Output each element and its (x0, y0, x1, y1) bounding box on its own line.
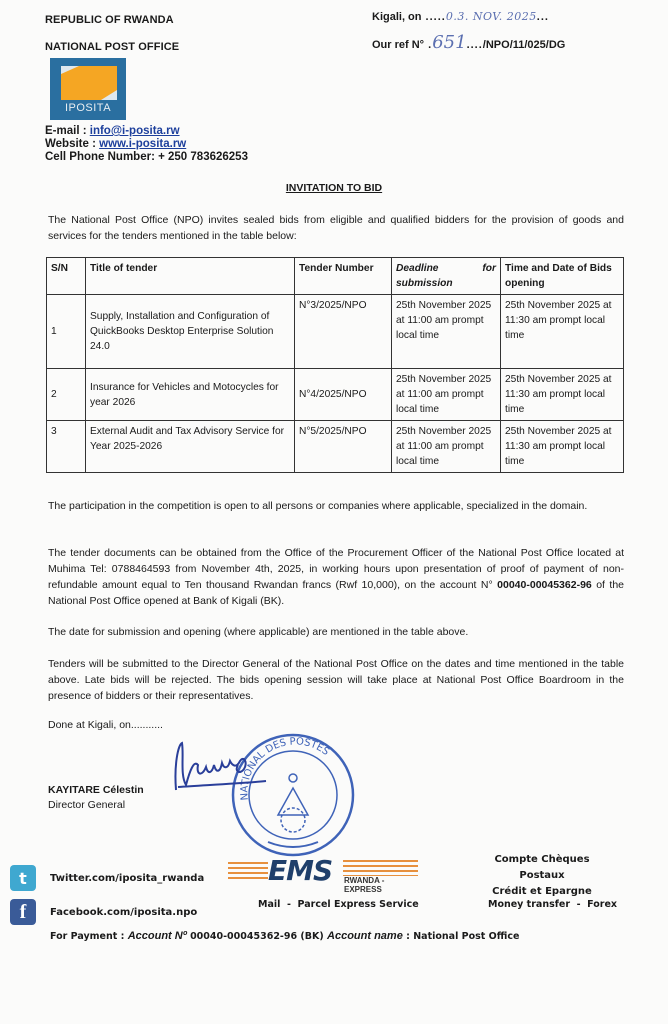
tenders-table (46, 257, 624, 473)
twitter-link[interactable]: Twitter.com/iposita_rwanda (50, 872, 205, 884)
cell-number: N°3/2025/NPO (295, 295, 392, 369)
ref-suffix: /NPO/11/025/DG (482, 39, 566, 51)
facebook-link[interactable]: Facebook.com/iposita.npo (50, 906, 198, 918)
document-title: INVITATION TO BID (285, 182, 383, 194)
cell-title: Insurance for Vehicles and Motocycles for year 2026 (86, 369, 295, 421)
handwritten-ref: 651 (432, 32, 467, 53)
facebook-icon[interactable]: f (10, 899, 36, 925)
twitter-icon[interactable]: t (10, 865, 36, 891)
cell-title: Supply, Installation and Configuration of QuickBooks Desktop Enterprise Solution 24.0 (86, 295, 295, 369)
phone-number: + 250 783626253 (158, 151, 248, 163)
done-at: Done at Kigali, on........... (48, 719, 163, 731)
submission-paragraph: Tenders will be submitted to the Director General of the National Post Office on the dates and time mentioned in the table above. Late bids will be rejected. The bids opening session will take place at National Post Office Boardroom in the presence of bidders or their representatives. (48, 658, 624, 702)
header-number: Tender Number (295, 258, 392, 295)
documents-paragraph: The tender documents can be obtained from the Office of the Procurement Officer of the National Post Office located at Muhima Tel: 0788464593 from November 4th, 2025, in working hours upon presentation of proof of payment of non-refundable amount equal to Ten thousand Rwandan francs (Rwf 10,000), on the account N° 00040-00045362-96 of the National Post Office opened at Bank of Kigali (BK). (48, 547, 624, 607)
header-sn: S/N (47, 258, 86, 295)
signatory-role: Director General (48, 799, 126, 811)
table-row (47, 295, 624, 369)
letterhead-left (45, 14, 179, 53)
organization-name: NATIONAL POST OFFICE (45, 41, 180, 53)
speed-lines-icon (228, 862, 268, 880)
ems-subtitle: RWANDA - EXPRESS (344, 876, 385, 894)
cell-deadline: 25th November 2025 at 11:00 am prompt local time (392, 421, 501, 473)
intro-paragraph: The National Post Office (NPO) invites sealed bids from eligible and qualified bidders for the provision of goods and services for the tenders mentioned in the table below: (48, 214, 624, 242)
cell-number: N°5/2025/NPO (295, 421, 392, 473)
table-header-row (47, 258, 624, 295)
cell-sn: 2 (47, 369, 86, 421)
header-deadline: Deadline for submission (392, 258, 501, 295)
handwritten-date: 0.3. NOV. 2025 (445, 10, 537, 23)
cell-opening: 25th November 2025 at 11:30 am prompt local time (501, 421, 624, 473)
header-opening: Time and Date of Bids opening (501, 258, 624, 295)
signatory-name: KAYITARE Célestin (48, 784, 144, 796)
logo-text: IPOSITA (64, 102, 112, 114)
email-link[interactable]: info@i-posita.rw (89, 125, 180, 137)
ref-label: Our ref N° (372, 39, 425, 51)
financial-services: Compte Chèques Postaux Crédit et Epargne (492, 854, 592, 897)
contact-block: E-mail : info@i-posita.rw Website : www.i-posita.rw Cell Phone Number: + 250 783626253 (45, 125, 248, 163)
payment-account-name: : National Post Office (406, 931, 520, 942)
website-link[interactable]: www.i-posita.rw (99, 138, 187, 150)
payment-line: For Payment : Account Nº 00040-00045362-96 (BK) Account name : National Post Office (50, 930, 520, 942)
cell-opening: 25th November 2025 at 11:30 am prompt local time (501, 369, 624, 421)
place-label: Kigali, on (372, 11, 422, 23)
country-name: REPUBLIC OF RWANDA (45, 14, 174, 26)
letterhead-right: Kigali, on ..... 0.3. NOV. 2025 ... Our ref N° . 651 .... /NPO/11/025/DG (372, 10, 566, 53)
cell-sn: 3 (47, 421, 86, 473)
cell-title: External Audit and Tax Advisory Service for Year 2025-2026 (86, 421, 295, 473)
iposita-logo (50, 58, 126, 120)
cell-deadline: 25th November 2025 at 11:00 am prompt local time (392, 295, 501, 369)
cell-sn: 1 (47, 295, 86, 369)
mail-services: Mail - Parcel Express Service (258, 899, 419, 910)
payment-account: 00040-00045362-96 (BK) (190, 931, 324, 942)
social-links (10, 861, 204, 929)
envelope-icon (61, 66, 117, 100)
table-row (47, 421, 624, 473)
speed-lines-icon (343, 860, 418, 876)
table-row (47, 369, 624, 421)
svg-text:NATIONAL DES POSTES: NATIONAL DES POSTES (239, 736, 332, 801)
ems-logo (228, 854, 418, 894)
money-transfer-services: Money transfer - Forex (488, 899, 618, 910)
account-number: 00040-00045362-96 (497, 579, 592, 591)
cell-opening: 25th November 2025 at 11:30 am prompt local time (501, 295, 624, 369)
participation-paragraph: The participation in the competition is open to all persons or companies where applicable, specialized in the domain. (48, 500, 588, 512)
header-title: Title of tender (86, 258, 295, 295)
cell-number: N°4/2025/NPO (295, 369, 392, 421)
dates-paragraph: The date for submission and opening (where applicable) are mentioned in the table above. (48, 626, 469, 638)
signature-icon (168, 735, 268, 795)
ems-wordmark: EMS (268, 854, 333, 887)
cell-deadline: 25th November 2025 at 11:00 am prompt local time (392, 369, 501, 421)
